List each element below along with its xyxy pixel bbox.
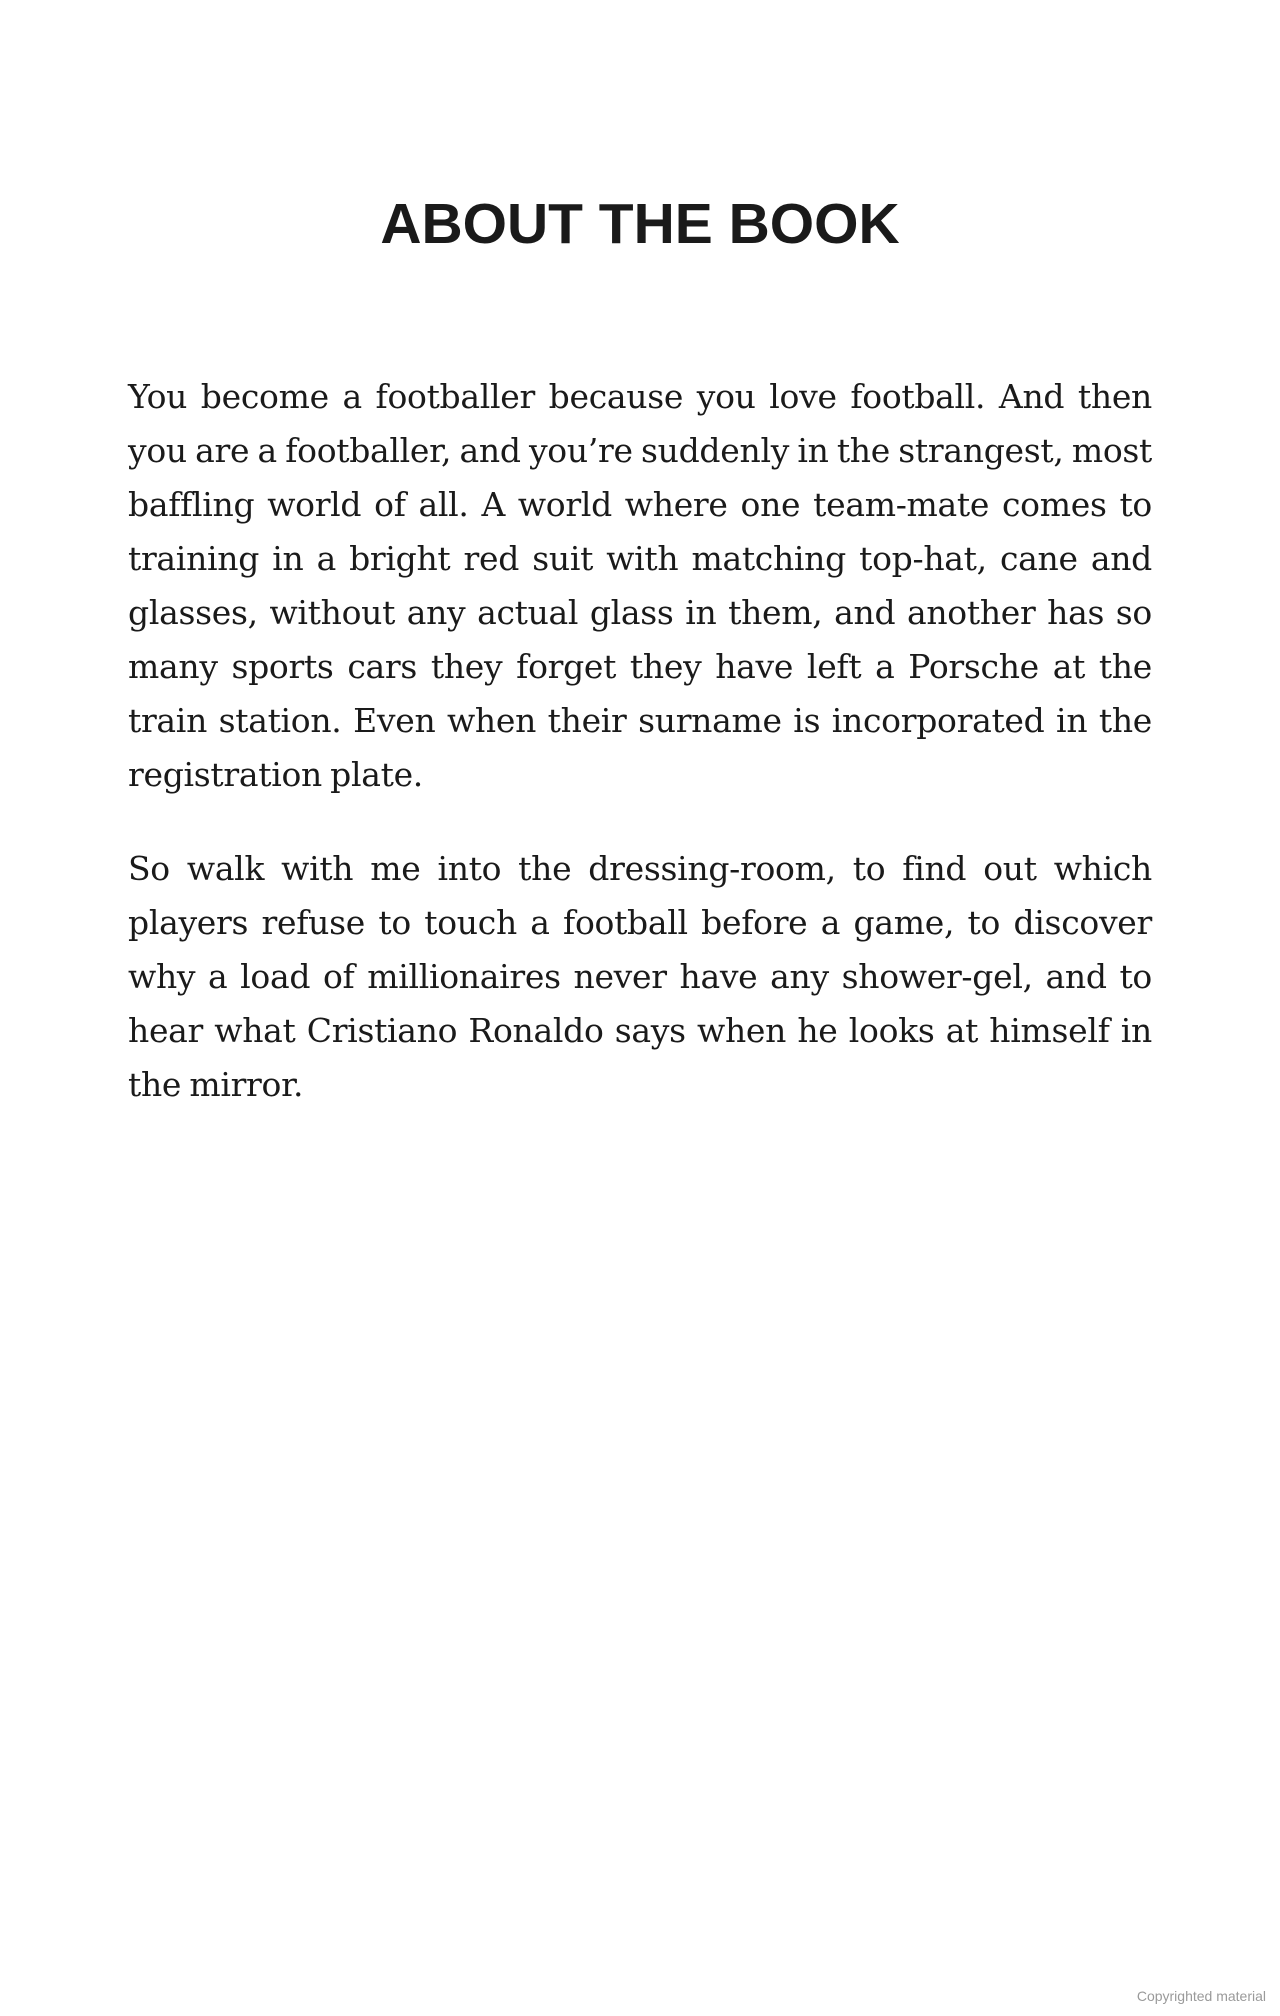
page-title: ABOUT THE BOOK xyxy=(380,192,900,256)
paragraph-2: So walk with me into the dressing-room, to find out which players refuse to touch a football before a game, to discover why a load of millionaires never have any shower-gel, and to hear what Cristiano Ronaldo says when he looks at himself in the mirror. xyxy=(128,849,1152,1104)
body-text xyxy=(128,370,1152,1152)
paragraph-1: You become a footballer because you love football. And then you are a footballer, and you’re suddenly in the strangest, most baffling world of all. A world where one team-mate comes to training in a bright red suit with matching top-hat, cane and glasses, without any actual glass in them, and another has so many sports cars they forget they have left a Porsche at the train station. Even when their surname is incorporated in the registration plate. xyxy=(128,377,1152,794)
copyright-notice: Copyrighted material xyxy=(1136,1988,1266,2004)
